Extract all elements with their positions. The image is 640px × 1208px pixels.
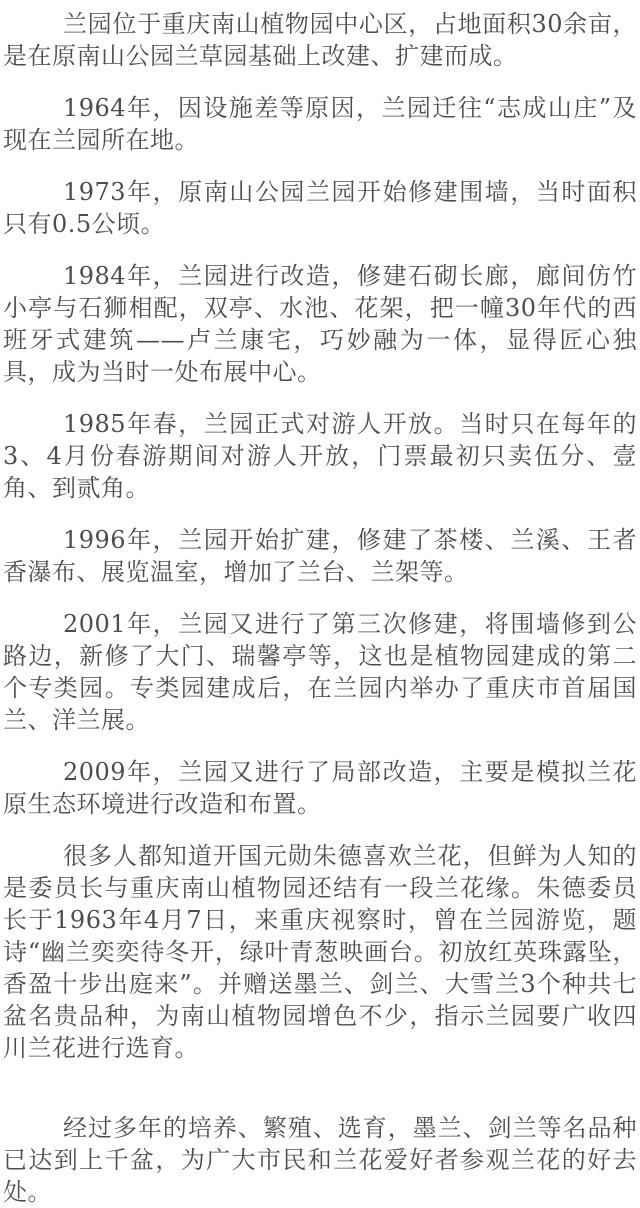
paragraph-2001: 2001年，兰园又进行了第三次修建，将围墙修到公路边，新修了大门、瑞馨亭等，这也是植物园建成的第二个专类园。专类园建成后，在兰园内举办了重庆市首届国兰、洋兰展。	[3, 610, 637, 734]
paragraph-zhude-story: 很多人都知道开国元勋朱德喜欢兰花，但鲜为人知的是委员长与重庆南山植物园还结有一段兰花缘。朱德委员长于1963年4月7日，来重庆视察时，曾在兰园游览，题诗“幽兰奕奕待冬开，绿叶青葱映画台。初放红英珠露坠，香盈十步出庭来”。并赠送墨兰、剑兰、大雪兰3个种共七盆名贵品种，为南山植物园增色不少，指示兰园要广收四川兰花进行选育。	[3, 842, 637, 1062]
paragraph-intro: 兰园位于重庆南山植物园中心区，占地面积30余亩，是在原南山公园兰草园基础上改建、扩建而成。	[3, 10, 637, 70]
paragraph-1985: 1985年春，兰园正式对游人开放。当时只在每年的3、4月份春游期间对游人开放，门票最初只卖伍分、壹角、到贰角。	[3, 410, 637, 502]
paragraph-2009: 2009年，兰园又进行了局部改造，主要是模拟兰花原生态环境进行改造和布置。	[3, 758, 637, 818]
paragraph-1973: 1973年，原南山公园兰园开始修建围墙，当时面积只有0.5公顷。	[3, 178, 637, 238]
paragraph-1964: 1964年，因设施差等原因，兰园迁往“志成山庄”及现在兰园所在地。	[3, 94, 637, 154]
paragraph-1996: 1996年，兰园开始扩建，修建了茶楼、兰溪、王者香瀑布、展览温室，增加了兰台、兰架等。	[3, 526, 637, 586]
paragraph-conclusion: 经过多年的培养、繁殖、选育，墨兰、剑兰等名品种已达到上千盆，为广大市民和兰花爱好者参观兰花的好去处。	[3, 1114, 637, 1206]
paragraph-1984: 1984年，兰园进行改造，修建石砌长廊，廊间仿竹小亭与石狮相配，双亭、水池、花架，把一幢30年代的西班牙式建筑——卢兰康宅，巧妙融为一体，显得匠心独具，成为当时一处布展中心。	[3, 262, 637, 386]
